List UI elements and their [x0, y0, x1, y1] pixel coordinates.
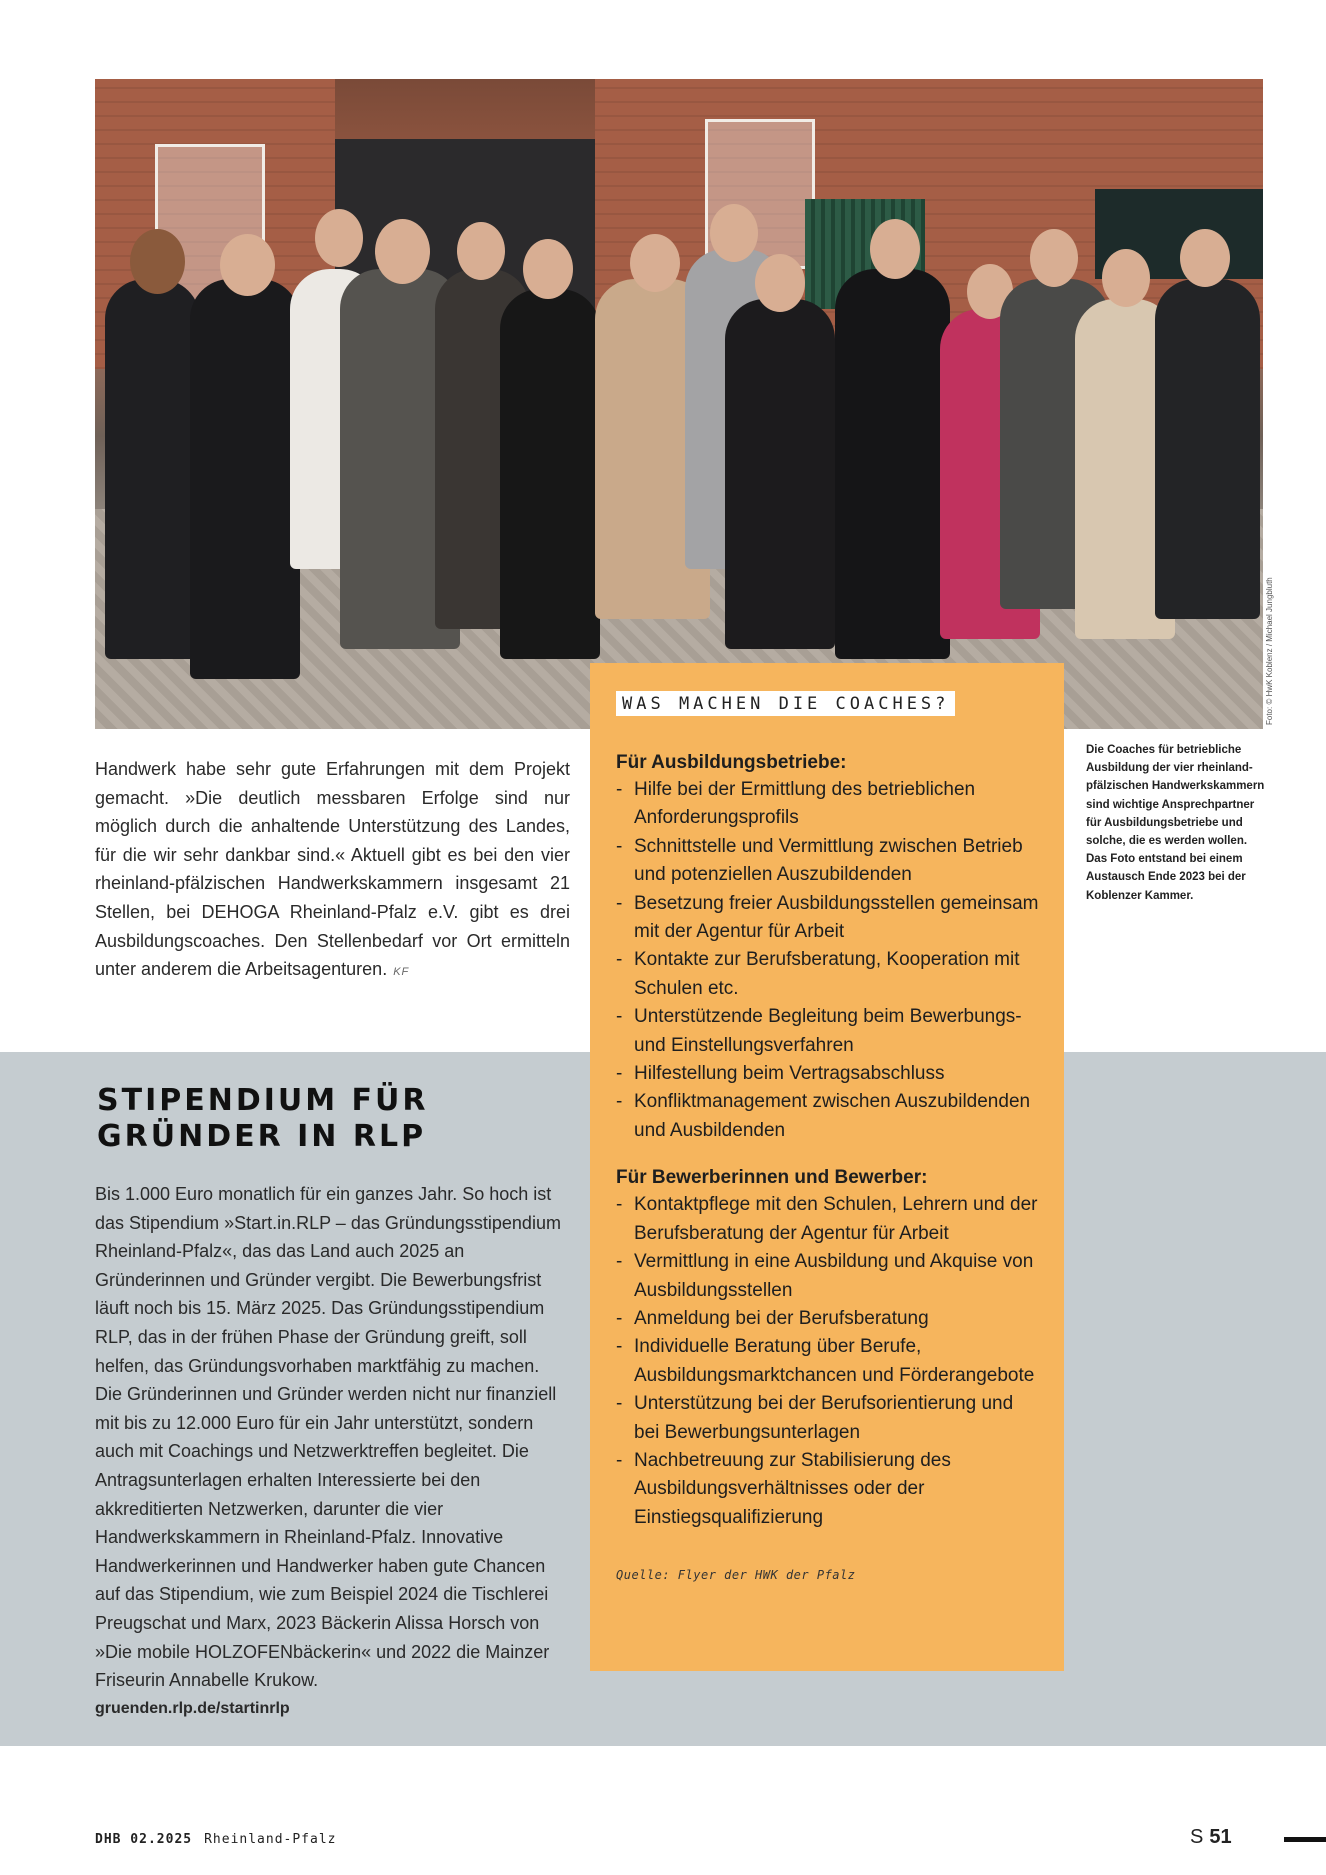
- page-number-value: 51: [1209, 1826, 1232, 1848]
- person-head: [220, 234, 275, 296]
- person-head: [457, 222, 505, 280]
- box-section-2-list: [616, 1191, 1040, 1532]
- list-item: - Besetzung freier Ausbildungsstellen gemeinsam mit der Agentur für Arbeit: [616, 890, 1040, 947]
- person-head: [710, 204, 758, 262]
- person-head: [870, 219, 920, 279]
- author-signature: KF: [393, 966, 410, 979]
- intro-text: Handwerk habe sehr gute Erfahrungen mit dem Projekt gemacht. »Die deutlich messbaren Erfolge sind nur möglich durch die anhaltende Unterstützung des Landes, für die wir sehr dankbar sind.« Aktuell gibt es bei den vier rheinland-pfälzischen Handwerkskammern insgesamt 21 Stellen, bei DEHOGA Rheinland-Pfalz e.V. gibt es drei Ausbildungscoaches. Den Stellenbedarf vor Ort ermitteln unter anderem die Arbeitsagenturen.: [95, 759, 570, 980]
- list-item: - Konfliktmanagement zwischen Auszubildenden und Ausbildenden: [616, 1088, 1040, 1145]
- person-head: [130, 229, 185, 294]
- footer-magazine: DHB 02.2025: [95, 1832, 193, 1847]
- box-source: Quelle: Flyer der HWK der Pfalz: [616, 1568, 856, 1583]
- person-head: [1102, 249, 1150, 307]
- list-item: - Nachbetreuung zur Stabilisierung des Ausbildungsverhältnisses oder der Einstiegsqualifizierung: [616, 1447, 1040, 1532]
- stipendium-link[interactable]: gruenden.rlp.de/startinrlp: [95, 1699, 290, 1717]
- photo-caption: Die Coaches für betriebliche Ausbildung der vier rheinland-pfälzischen Handwerkskammern sind wichtige Ansprechpartner für Ausbildungsbetriebe und solche, die es werden wollen. Das Foto entstand bei einem Austausch Ende 2023 bei der Koblenzer Kammer.: [1086, 744, 1265, 902]
- page-number: [1190, 1826, 1232, 1849]
- person-head: [1030, 229, 1078, 287]
- footer-region: Rheinland-Pfalz: [204, 1832, 337, 1847]
- list-item: - Hilfe bei der Ermittlung des betrieblichen Anforderungsprofils: [616, 776, 1040, 833]
- person-head: [755, 254, 805, 312]
- photo-credit: Foto: © HwK Koblenz / Michael Jungbluth: [1265, 577, 1274, 725]
- list-item: - Individuelle Beratung über Berufe, Ausbildungsmarktchancen und Förderangebote: [616, 1333, 1040, 1390]
- headline-line-2: GRÜNDER IN RLP: [97, 1119, 427, 1154]
- group-photo: [95, 79, 1263, 729]
- section-headline: [97, 1083, 572, 1155]
- headline-line-1: STIPENDIUM FÜR: [97, 1083, 429, 1118]
- list-item: - Schnittstelle und Vermittlung zwischen Betrieb und potenziellen Auszubildenden: [616, 833, 1040, 890]
- person-head: [1180, 229, 1230, 287]
- person: [105, 279, 200, 659]
- page-prefix: S: [1190, 1826, 1204, 1848]
- box-section-2-heading: Für Bewerberinnen und Bewerber:: [616, 1167, 928, 1189]
- person-head: [523, 239, 573, 299]
- person: [835, 269, 950, 659]
- footer-rule: [1284, 1837, 1326, 1842]
- list-item: - Unterstützung bei der Berufsorientierung und bei Bewerbungsunterlagen: [616, 1390, 1040, 1447]
- list-item: - Anmeldung bei der Berufsberatung: [616, 1305, 1040, 1333]
- footer-publication: [95, 1832, 337, 1847]
- coaches-info-box: [590, 663, 1064, 1671]
- stipendium-text: Bis 1.000 Euro monatlich für ein ganzes Jahr. So hoch ist das Stipendium »Start.in.RLP – das Gründungsstipendium Rheinland-Pfalz«, das das Land auch 2025 an Gründerinnen und Gründer vergibt. Die Bewerbungsfrist läuft noch bis 15. März 2025. Das Gründungsstipendium RLP, das in der frühen Phase der Gründung greift, soll helfen, das Gründungsvorhaben marktfähig zu machen. Die Gründerinnen und Gründer werden nicht nur finanziell mit bis zu 12.000 Euro für ein Jahr unterstützt, sondern auch mit Coachings und Netzwerktreffen begleitet. Die Antragsunterlagen erhalten Interessierte bei den akkreditierten Netzwerken, darunter die vier Handwerkskammern in Rheinland-Pfalz. Innovative Handwerkerinnen und Handwerker haben gute Chancen auf das Stipendium, wie zum Beispiel 2024 die Tischlerei Preugschat und Marx, 2023 Bäckerin Alissa Horsch von »Die mobile HOLZOFENbäckerin« und 2022 die Mainzer Friseurin Annabelle Krukow.: [95, 1184, 561, 1691]
- person: [725, 299, 835, 649]
- box-title: WAS MACHEN DIE COACHES?: [616, 691, 955, 716]
- person: [500, 289, 600, 659]
- list-item: - Kontaktpflege mit den Schulen, Lehrern und der Berufsberatung der Agentur für Arbeit: [616, 1191, 1040, 1248]
- list-item: - Unterstützende Begleitung beim Bewerbungs- und Einstellungsverfahren: [616, 1003, 1040, 1060]
- stipendium-article: [95, 1180, 570, 1723]
- intro-paragraph: [95, 755, 570, 987]
- person: [1155, 279, 1260, 619]
- person-head: [315, 209, 363, 267]
- list-item: - Vermittlung in eine Ausbildung und Akquise von Ausbildungsstellen: [616, 1248, 1040, 1305]
- person-head: [630, 234, 680, 292]
- box-section-1-heading: Für Ausbildungsbetriebe:: [616, 752, 847, 773]
- list-item: - Kontakte zur Berufsberatung, Kooperation mit Schulen etc.: [616, 946, 1040, 1003]
- list-item: - Hilfestellung beim Vertragsabschluss: [616, 1060, 1040, 1088]
- box-section-1-list: [616, 776, 1040, 1145]
- person: [190, 279, 300, 679]
- person-head: [375, 219, 430, 284]
